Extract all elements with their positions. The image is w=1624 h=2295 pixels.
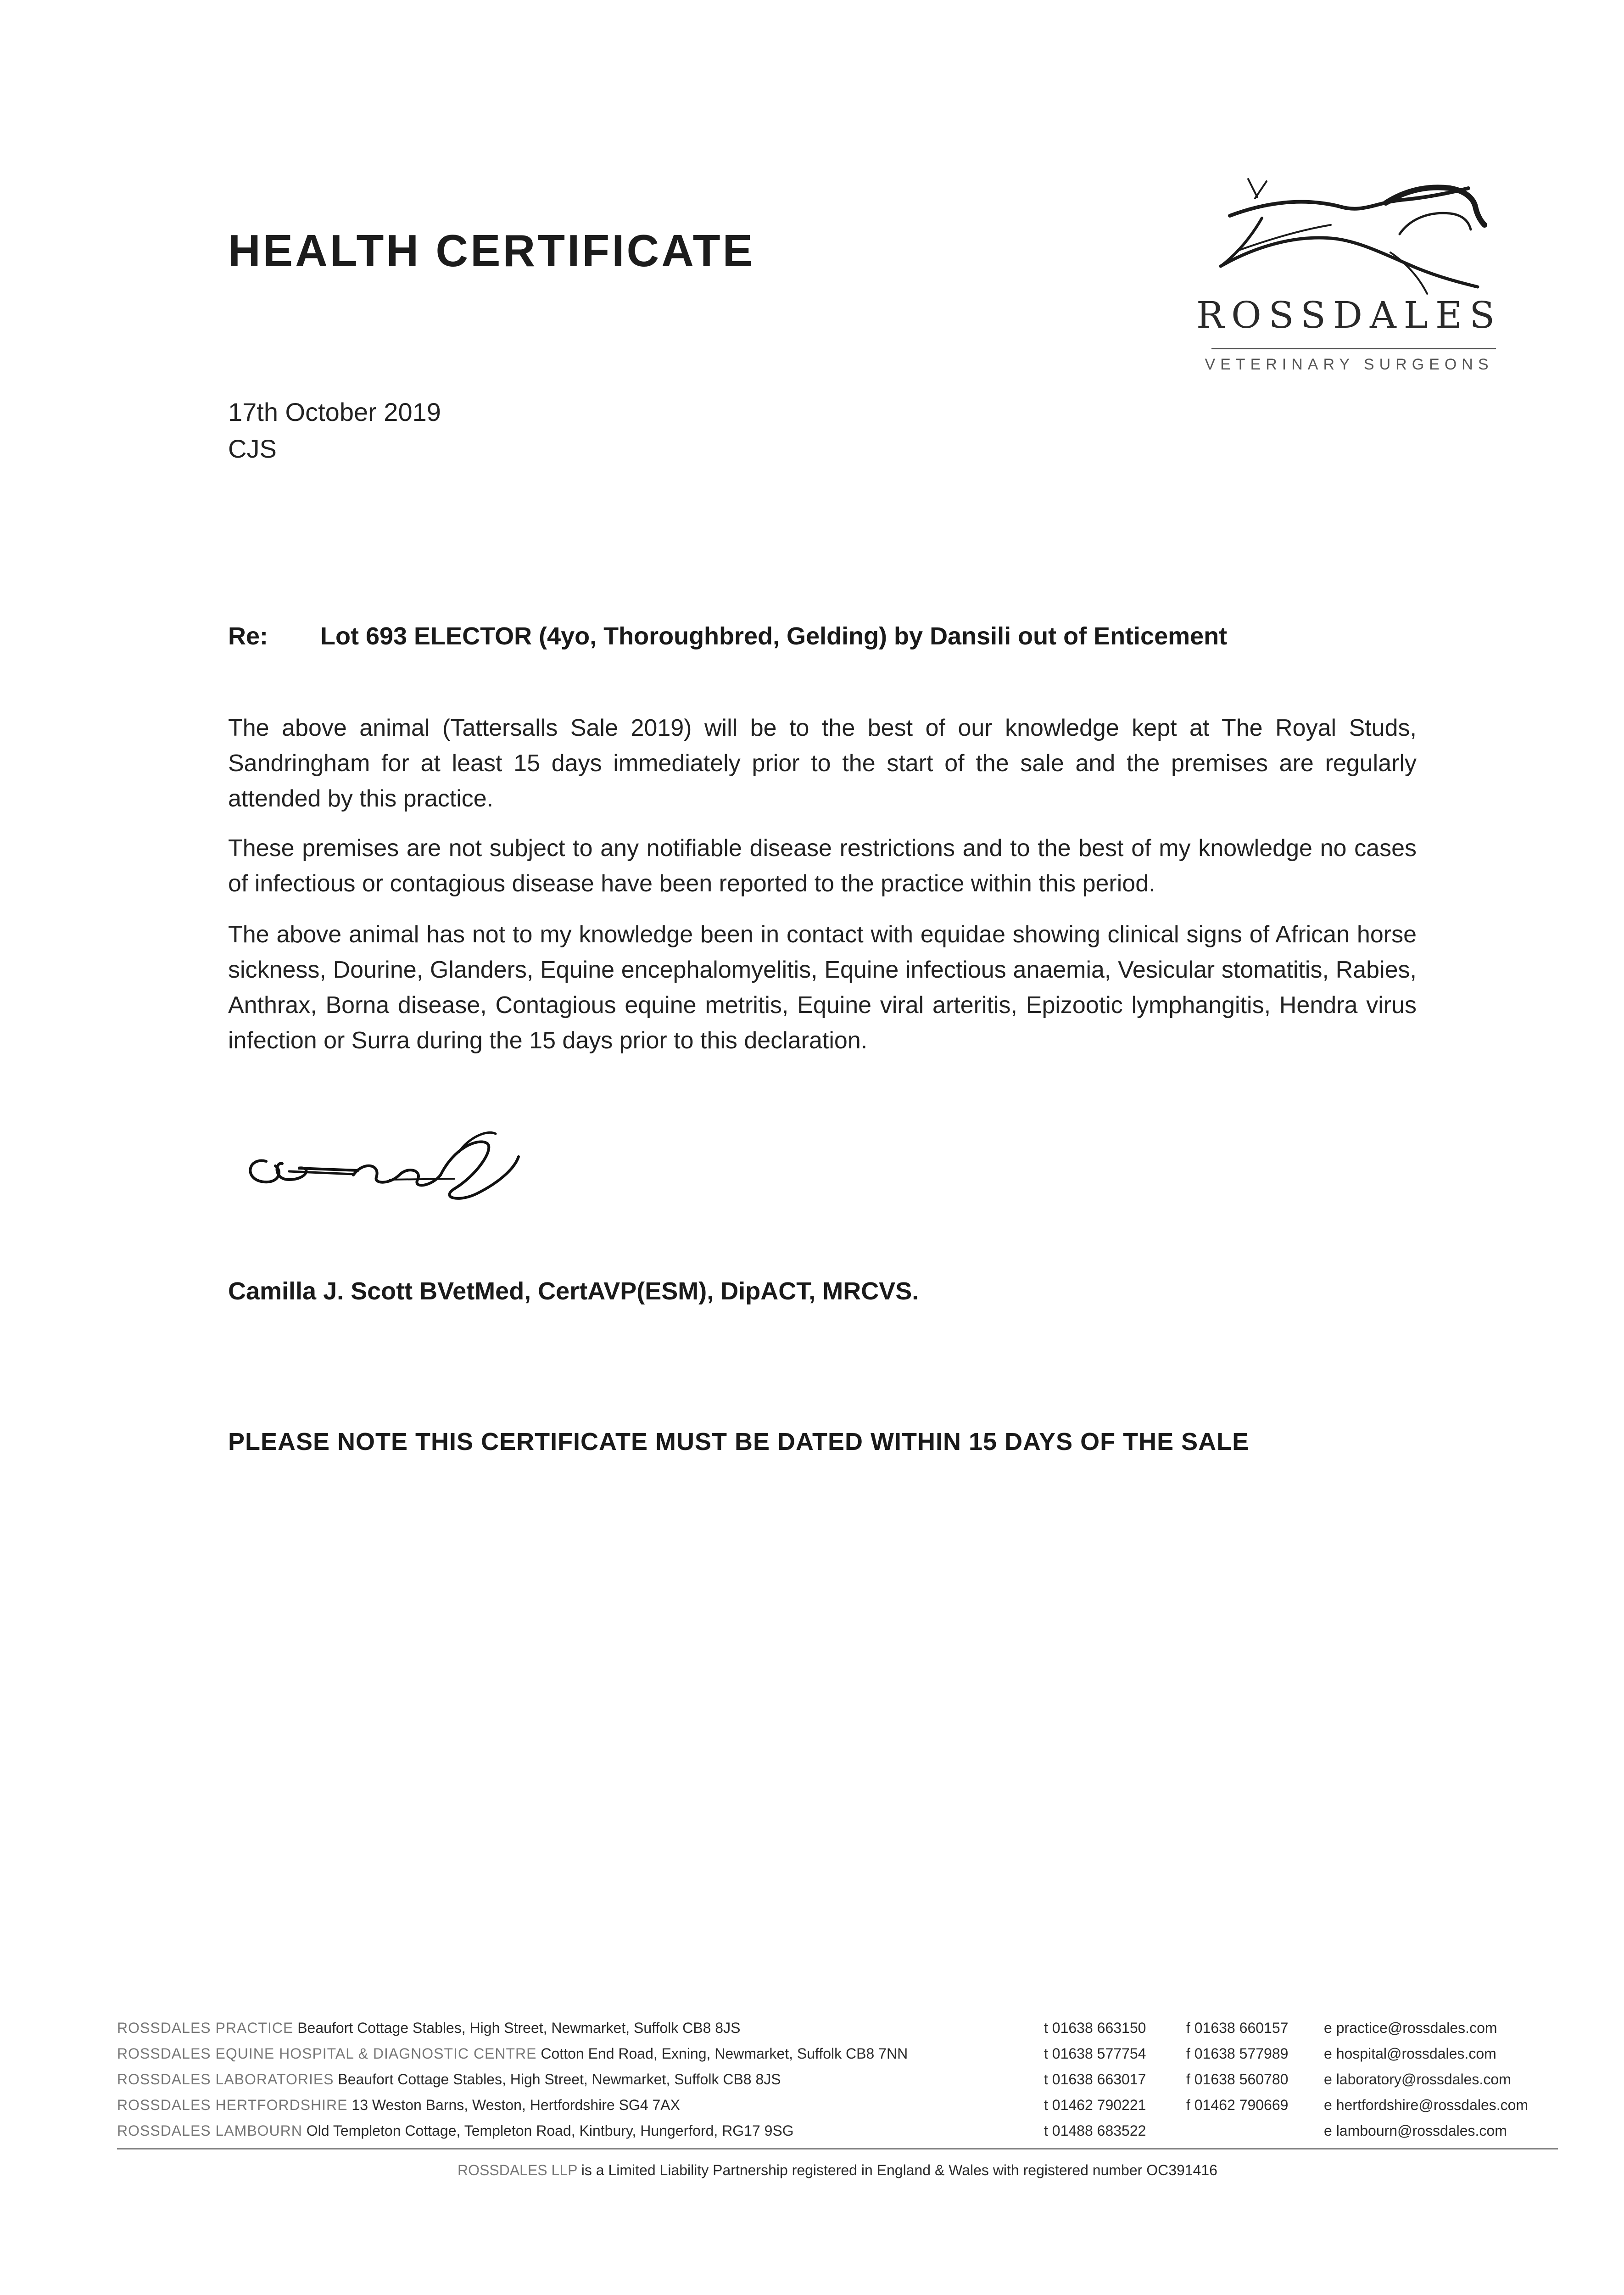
re-label: Re: — [228, 622, 268, 650]
footer-email: e hospital@rossdales.com — [1324, 2045, 1496, 2062]
page-title: HEALTH CERTIFICATE — [228, 225, 755, 276]
footer-fax: f 01638 577989 — [1186, 2045, 1289, 2062]
dating-notice: PLEASE NOTE THIS CERTIFICATE MUST BE DATED WITHIN 15 DAYS OF THE SALE — [228, 1428, 1250, 1455]
footer-entity: ROSSDALES LABORATORIES — [117, 2071, 334, 2088]
footer-address-text: Beaufort Cottage Stables, High Street, Newmarket, Suffolk CB8 8JS — [338, 2071, 781, 2088]
footer-telephone: t 01638 663017 — [1044, 2071, 1146, 2088]
body-paragraph: The above animal (Tattersalls Sale 2019) will be to the best of our knowledge kept at The Royal Studs, Sandringham for at least 15 days immediately prior to the start of the sale and the premises are regularly attended by this practice. — [228, 715, 1417, 812]
footer-row — [117, 2020, 1558, 2045]
footer — [117, 2020, 1558, 2178]
footer-address — [117, 2045, 908, 2062]
footer-entity: ROSSDALES EQUINE HOSPITAL & DIAGNOSTIC CENTRE — [117, 2045, 537, 2062]
footer-fax: f 01638 560780 — [1186, 2071, 1289, 2088]
logo-divider — [1211, 348, 1496, 349]
handwritten-signature — [239, 1120, 532, 1212]
footer-fax: f 01638 660157 — [1186, 2020, 1289, 2036]
footer-address — [117, 2097, 680, 2114]
footer-email: e practice@rossdales.com — [1324, 2020, 1497, 2036]
footer-row — [117, 2122, 1558, 2148]
body-paragraph: These premises are not subject to any notifiable disease restrictions and to the best of my knowledge no cases of infectious or contagious disease have been reported to the practice within this period. — [228, 835, 1417, 897]
company-logo — [1193, 151, 1505, 390]
certificate-date: 17th October 2019 — [228, 397, 441, 426]
footer-address — [117, 2122, 794, 2139]
footer-address-text: Old Templeton Cottage, Templeton Road, Kintbury, Hungerford, RG17 9SG — [306, 2122, 794, 2139]
footer-row — [117, 2071, 1558, 2097]
footer-fax: f 01462 790669 — [1186, 2097, 1289, 2113]
registration-text: is a Limited Liability Partnership registered in England & Wales with registered number OC391416 — [581, 2162, 1217, 2178]
logo-wordmark: ROSSDALES — [1196, 294, 1502, 336]
footer-address-text: 13 Weston Barns, Weston, Hertfordshire SG4 7AX — [352, 2097, 680, 2113]
footer-entity: ROSSDALES PRACTICE — [117, 2020, 294, 2036]
footer-telephone: t 01462 790221 — [1044, 2097, 1146, 2113]
footer-address — [117, 2020, 740, 2037]
registration-entity: ROSSDALES LLP — [458, 2162, 577, 2178]
footer-telephone: t 01638 663150 — [1044, 2020, 1146, 2036]
footer-address-text: Beaufort Cottage Stables, High Street, Newmarket, Suffolk CB8 8JS — [297, 2020, 741, 2036]
footer-email: e hertfordshire@rossdales.com — [1324, 2097, 1529, 2113]
signatory-name: Camilla J. Scott BVetMed, CertAVP(ESM), DipACT, MRCVS. — [228, 1277, 919, 1305]
logo-subtitle: VETERINARY SURGEONS — [1205, 356, 1494, 373]
footer-entity: ROSSDALES LAMBOURN — [117, 2122, 302, 2139]
subject-line: Lot 693 ELECTOR (4yo, Thoroughbred, Gelding) by Dansili out of Enticement — [320, 622, 1228, 650]
footer-telephone: t 01638 577754 — [1044, 2045, 1146, 2062]
galloping-horse-icon — [1211, 170, 1487, 303]
footer-address — [117, 2071, 781, 2088]
registration-statement — [117, 2162, 1558, 2179]
footer-entity: ROSSDALES HERTFORDSHIRE — [117, 2097, 348, 2113]
footer-row — [117, 2097, 1558, 2122]
author-initials: CJS — [228, 434, 277, 463]
footer-telephone: t 01488 683522 — [1044, 2122, 1146, 2139]
footer-email: e laboratory@rossdales.com — [1324, 2071, 1511, 2088]
body-paragraph: The above animal has not to my knowledge been in contact with equidae showing clinical signs of African horse sickness, Dourine, Glanders, Equine encephalomyelitis, Equine infectious anaemia, Vesicular stomatitis, Rabies, Anthrax, Borna disease, Contagious equine metritis, Equine viral arteritis, Epizootic lymphangitis, Hendra virus infection or Surra during the 15 days prior to this declaration. — [228, 921, 1417, 1054]
footer-divider — [117, 2148, 1558, 2149]
footer-email: e lambourn@rossdales.com — [1324, 2122, 1507, 2139]
footer-address-text: Cotton End Road, Exning, Newmarket, Suffolk CB8 7NN — [541, 2045, 908, 2062]
footer-row — [117, 2045, 1558, 2071]
